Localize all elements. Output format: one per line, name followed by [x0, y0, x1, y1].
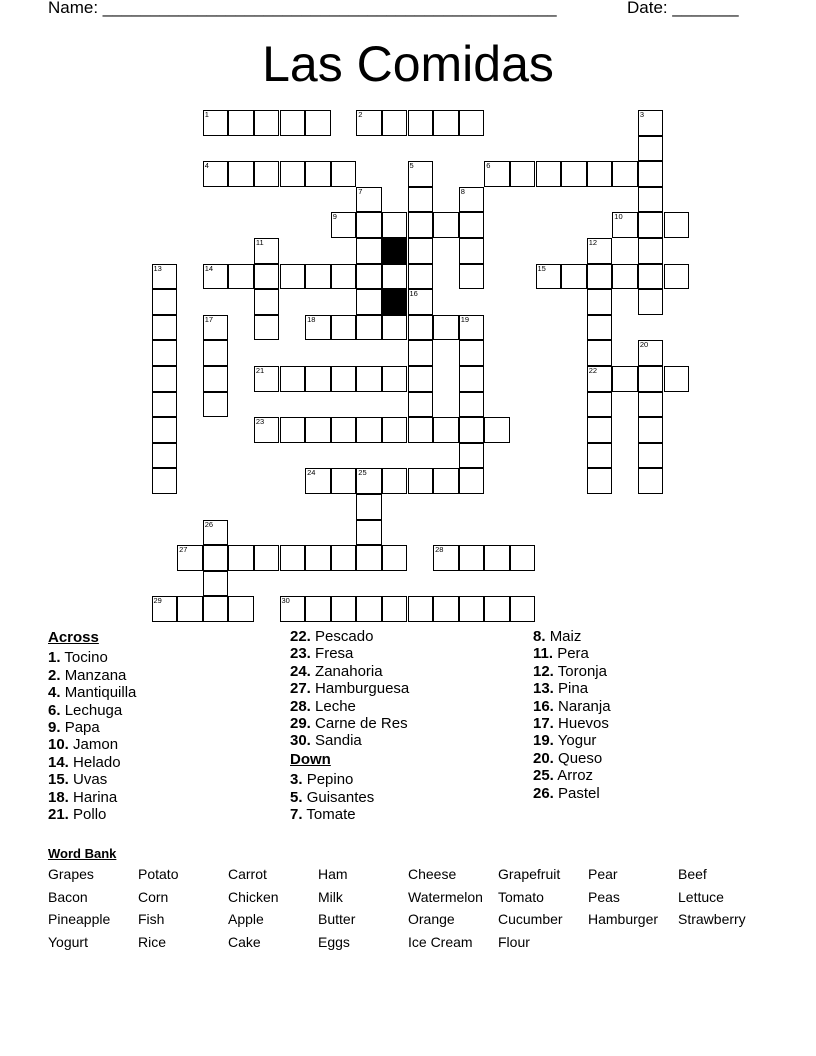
crossword-cell[interactable]: [433, 212, 459, 238]
crossword-cell[interactable]: [536, 161, 562, 187]
crossword-cell[interactable]: [484, 545, 510, 571]
clues-column-2: [290, 628, 409, 823]
crossword-cell[interactable]: [152, 315, 178, 341]
clue-across-23: 23. Fresa: [290, 645, 354, 663]
crossword-cell[interactable]: [408, 264, 434, 290]
crossword-cell[interactable]: [587, 289, 613, 315]
crossword-cell[interactable]: [408, 417, 434, 443]
clue-across-22: 22. Pescado: [290, 628, 374, 645]
crossword-cell[interactable]: [356, 264, 382, 290]
crossword-cell[interactable]: [587, 340, 613, 366]
clue-number: 4: [204, 161, 209, 171]
crossword-cell[interactable]: [561, 264, 587, 290]
crossword-cell[interactable]: [331, 212, 357, 238]
crossword-cell[interactable]: [638, 187, 664, 213]
word-bank-item: Orange: [408, 911, 455, 928]
word-bank-item: Eggs: [318, 934, 350, 951]
crossword-cell[interactable]: [433, 315, 459, 341]
crossword-cell[interactable]: [228, 596, 254, 622]
crossword-cell[interactable]: [408, 392, 434, 418]
crossword-cell[interactable]: [459, 212, 485, 238]
clue-across-2: 2. Manzana: [48, 666, 127, 684]
crossword-cell[interactable]: [638, 417, 664, 443]
crossword-cell[interactable]: [356, 238, 382, 264]
clue-down-17: 17. Huevos: [533, 715, 609, 733]
clue-down-7: 7. Tomate: [290, 806, 356, 824]
word-bank-item: Strawberry: [678, 911, 746, 928]
crossword-cell[interactable]: [177, 596, 203, 622]
crossword-cell[interactable]: [356, 289, 382, 315]
word-bank-item: Flour: [498, 934, 530, 951]
clue-across-10: 10. Jamon: [48, 736, 119, 754]
crossword-cell[interactable]: [356, 494, 382, 520]
clue-number: 29: [153, 596, 162, 606]
clue-down-25: 25. Arroz: [533, 767, 594, 785]
crossword-cell[interactable]: [382, 468, 408, 494]
crossword-cell[interactable]: [254, 289, 280, 315]
crossword-cell[interactable]: [587, 468, 613, 494]
crossword-cell[interactable]: [203, 571, 229, 597]
crossword-cell[interactable]: [433, 417, 459, 443]
clue-across-30: 30. Sandia: [290, 732, 362, 750]
crossword-cell[interactable]: [203, 392, 229, 418]
date-field[interactable]: Date: _______: [627, 0, 739, 17]
clue-number: 5: [409, 161, 414, 171]
crossword-cell[interactable]: [356, 417, 382, 443]
crossword-cell[interactable]: [305, 596, 331, 622]
crossword-cell[interactable]: [587, 238, 613, 264]
crossword-cell[interactable]: [356, 315, 382, 341]
clue-number: 30: [281, 596, 290, 606]
word-bank-item: Pineapple: [48, 911, 111, 928]
black-cell: [382, 238, 408, 264]
clue-across-29: 29. Carne de Res: [290, 715, 408, 733]
crossword-cell[interactable]: [510, 545, 536, 571]
clue-across-28: 28. Leche: [290, 697, 356, 715]
crossword-cell[interactable]: [254, 110, 280, 136]
clue-across-9: 9. Papa: [48, 719, 100, 737]
crossword-cell[interactable]: [152, 366, 178, 392]
crossword-cell[interactable]: [459, 596, 485, 622]
crossword-cell[interactable]: [331, 366, 357, 392]
crossword-cell[interactable]: [459, 238, 485, 264]
crossword-cell[interactable]: [459, 110, 485, 136]
clue-number: 21: [255, 366, 265, 375]
word-bank-item: Yogurt: [48, 934, 88, 951]
crossword-cell[interactable]: [587, 264, 613, 290]
crossword-cell[interactable]: [459, 366, 485, 392]
clue-number: 24: [307, 468, 316, 478]
word-bank-item: Carrot: [228, 866, 267, 882]
crossword-cell[interactable]: [331, 315, 357, 341]
crossword-cell[interactable]: [152, 289, 178, 315]
crossword-cell[interactable]: [638, 161, 664, 187]
crossword-cell[interactable]: [484, 596, 510, 622]
crossword-cell[interactable]: [280, 417, 306, 443]
clue-number: 11: [255, 238, 264, 247]
word-bank-item: Beef: [678, 866, 707, 882]
crossword-cell[interactable]: [356, 545, 382, 571]
crossword-cell[interactable]: [152, 340, 178, 366]
crossword-cell[interactable]: [228, 161, 254, 187]
crossword-cell[interactable]: [587, 443, 613, 469]
crossword-cell[interactable]: [382, 110, 408, 136]
crossword-cell[interactable]: [587, 161, 613, 187]
clues-column-3: [533, 628, 611, 802]
crossword-cell[interactable]: [484, 161, 510, 187]
clue-number: 9: [332, 212, 337, 222]
crossword-cell[interactable]: [408, 110, 434, 136]
crossword-cell[interactable]: [356, 520, 382, 546]
clue-number: 18: [307, 314, 316, 324]
clue-number: 3: [639, 110, 645, 119]
crossword-cell[interactable]: [638, 289, 664, 315]
word-bank-item: Grapes: [48, 866, 94, 882]
clue-down-13: 13. Pina: [533, 680, 589, 698]
crossword-cell[interactable]: [638, 212, 664, 238]
clue-number: 13: [153, 263, 162, 273]
crossword-cell[interactable]: [152, 443, 178, 469]
clue-number: 6: [486, 161, 491, 171]
crossword-cell[interactable]: [382, 417, 408, 443]
word-bank-item: Bacon: [48, 888, 88, 905]
word-bank-item: Potato: [138, 866, 179, 882]
crossword-cell[interactable]: [459, 417, 485, 443]
word-bank-item: Peas: [588, 888, 620, 905]
clue-down-26: 26. Pastel: [533, 784, 600, 802]
crossword-cell[interactable]: [408, 289, 434, 315]
word-bank-item: Cucumber: [498, 911, 563, 928]
clue-down-8: 8. Maiz: [533, 628, 582, 645]
crossword-cell[interactable]: [203, 340, 229, 366]
crossword-cell[interactable]: [356, 366, 382, 392]
word-bank-item: Milk: [318, 888, 343, 905]
crossword-cell[interactable]: [382, 315, 408, 341]
crossword-cell[interactable]: [280, 545, 306, 571]
word-bank-item: Pear: [588, 866, 618, 882]
clue-number: 7: [358, 186, 363, 196]
crossword-cell[interactable]: [254, 545, 280, 571]
crossword-cell[interactable]: [356, 212, 382, 238]
crossword-cell[interactable]: [408, 315, 434, 341]
crossword-cell[interactable]: [638, 468, 664, 494]
clue-number: 20: [639, 340, 649, 350]
clue-number: 28: [435, 545, 444, 555]
word-bank-item: Cake: [228, 934, 261, 951]
crossword-cell[interactable]: [228, 545, 254, 571]
crossword-cell[interactable]: [510, 596, 536, 622]
clue-number: 26: [204, 519, 214, 529]
crossword-cell[interactable]: [484, 417, 510, 443]
clue-number: 15: [537, 263, 546, 273]
crossword-cell[interactable]: [203, 366, 229, 392]
clue-down-16: 16. Naranja: [533, 697, 611, 715]
crossword-cell[interactable]: [280, 596, 306, 622]
page-title: Las Comidas: [262, 36, 554, 92]
crossword-cell[interactable]: [228, 110, 254, 136]
clue-number: 8: [460, 186, 465, 196]
crossword-cell[interactable]: [254, 315, 280, 341]
crossword-cell[interactable]: [612, 366, 638, 392]
crossword-cell[interactable]: [459, 468, 485, 494]
clue-number: 2: [358, 110, 363, 119]
clue-number: 12: [588, 238, 598, 247]
crossword-cell[interactable]: [152, 468, 178, 494]
clue-down-5: 5. Guisantes: [290, 788, 375, 806]
crossword-cell[interactable]: [331, 545, 357, 571]
crossword-cell[interactable]: [587, 315, 613, 341]
crossword-cell[interactable]: [664, 264, 690, 290]
crossword-cell[interactable]: [459, 264, 485, 290]
crossword-cell[interactable]: [305, 417, 331, 443]
crossword-cell[interactable]: [408, 468, 434, 494]
crossword-cell[interactable]: [254, 161, 280, 187]
crossword-cell[interactable]: [587, 417, 613, 443]
clue-number: 19: [460, 314, 470, 324]
crossword-cell[interactable]: [561, 161, 587, 187]
clue-across-4: 4. Mantiquilla: [48, 684, 137, 702]
word-bank-item: Cheese: [408, 866, 457, 882]
clue-across-27: 27. Hamburguesa: [290, 680, 410, 698]
crossword-cell[interactable]: [459, 545, 485, 571]
crossword-cell[interactable]: [382, 545, 408, 571]
word-bank-item: Hamburger: [588, 911, 659, 928]
clue-number: 27: [179, 545, 188, 555]
crossword-cell[interactable]: [408, 212, 434, 238]
word-bank-item: Rice: [138, 934, 167, 951]
word-bank-item: Fish: [138, 911, 165, 928]
crossword-cell[interactable]: [664, 366, 690, 392]
crossword-cell[interactable]: [408, 187, 434, 213]
word-bank-item: Apple: [228, 911, 264, 928]
crossword-cell[interactable]: [280, 161, 306, 187]
crossword-cell[interactable]: [203, 161, 229, 187]
clue-down-20: 20. Queso: [533, 749, 603, 767]
crossword-cell[interactable]: [203, 545, 229, 571]
crossword-cell[interactable]: [254, 417, 280, 443]
crossword-cell[interactable]: [408, 596, 434, 622]
name-field[interactable]: Name: ________________________________________________: [48, 0, 557, 17]
crossword-cell[interactable]: [331, 417, 357, 443]
crossword-cell[interactable]: [612, 161, 638, 187]
crossword-cell[interactable]: [177, 545, 203, 571]
clue-across-21: 21. Pollo: [48, 806, 107, 824]
crossword-cell[interactable]: [382, 212, 408, 238]
clue-across-18: 18. Harina: [48, 788, 118, 806]
crossword-cell[interactable]: [408, 366, 434, 392]
crossword-cell[interactable]: [254, 238, 280, 264]
crossword-cell[interactable]: [203, 520, 229, 546]
crossword-cell[interactable]: [280, 366, 306, 392]
crossword-cell[interactable]: [459, 340, 485, 366]
crossword-cell[interactable]: [638, 366, 664, 392]
clue-number: 17: [204, 314, 214, 324]
clue-number: 23: [255, 417, 265, 427]
crossword-cell[interactable]: [638, 238, 664, 264]
crossword-cell[interactable]: [433, 468, 459, 494]
clue-number: 25: [358, 468, 367, 478]
crossword-cell[interactable]: [280, 110, 306, 136]
crossword-cell[interactable]: [638, 443, 664, 469]
crossword-cell[interactable]: [459, 187, 485, 213]
crossword-cell[interactable]: [331, 161, 357, 187]
clue-down-12: 12. Toronja: [533, 662, 607, 680]
clue-across-6: 6. Lechuga: [48, 701, 123, 719]
word-bank-item: Butter: [318, 911, 356, 928]
word-bank-title: Word Bank: [48, 846, 117, 861]
crossword-cell[interactable]: [305, 110, 331, 136]
word-bank-item: Grapefruit: [498, 866, 561, 882]
crossword-cell[interactable]: [203, 110, 229, 136]
crossword-cell[interactable]: [510, 161, 536, 187]
crossword-cell[interactable]: [433, 545, 459, 571]
crossword-cell[interactable]: [305, 545, 331, 571]
clue-number: 22: [588, 366, 598, 375]
crossword-cell[interactable]: [203, 264, 229, 290]
word-bank-item: Tomato: [498, 888, 544, 905]
crossword-cell[interactable]: [408, 161, 434, 187]
clue-across-1: 1. Tocino: [48, 649, 108, 667]
crossword-cell[interactable]: [280, 264, 306, 290]
crossword-cell[interactable]: [664, 212, 690, 238]
crossword-cell[interactable]: [638, 264, 664, 290]
crossword-cell[interactable]: [254, 264, 280, 290]
crossword-cell[interactable]: [638, 136, 664, 162]
crossword-cell[interactable]: [612, 212, 638, 238]
crossword-cell[interactable]: [638, 110, 664, 136]
crossword-cell[interactable]: [228, 264, 254, 290]
clue-across-15: 15. Uvas: [48, 771, 108, 789]
clue-number: 14: [204, 263, 214, 273]
crossword-cell[interactable]: [305, 161, 331, 187]
crossword-cell[interactable]: [356, 110, 382, 136]
word-bank-item: Ham: [318, 866, 348, 882]
crossword-cell[interactable]: [356, 187, 382, 213]
word-bank-item: Lettuce: [678, 888, 724, 905]
down-heading: Down: [290, 750, 331, 768]
black-cell: [382, 289, 408, 315]
word-bank: [48, 866, 778, 957]
crossword-cell[interactable]: [331, 596, 357, 622]
crossword-cell[interactable]: [408, 238, 434, 264]
clue-down-3: 3. Pepino: [290, 771, 354, 789]
clue-number: 10: [614, 212, 623, 222]
crossword-cell[interactable]: [305, 315, 331, 341]
crossword-cell[interactable]: [152, 264, 178, 290]
crossword-cell[interactable]: [638, 340, 664, 366]
crossword-cell[interactable]: [433, 110, 459, 136]
clue-down-19: 19. Yogur: [533, 732, 597, 750]
across-heading: Across: [48, 629, 99, 646]
word-bank-item: Chicken: [228, 888, 279, 905]
crossword-cell[interactable]: [638, 392, 664, 418]
clue-number: 1: [204, 110, 209, 119]
crossword-cell[interactable]: [382, 264, 408, 290]
clue-down-11: 11. Pera: [533, 645, 589, 663]
crossword-cell[interactable]: [152, 417, 178, 443]
crossword-cell[interactable]: [152, 392, 178, 418]
word-bank-item: Ice Cream: [408, 934, 473, 951]
crossword-cell[interactable]: [203, 315, 229, 341]
crossword-cell[interactable]: [408, 340, 434, 366]
crossword-cell[interactable]: [254, 366, 280, 392]
crossword-cell[interactable]: [331, 264, 357, 290]
crossword-cell[interactable]: [459, 315, 485, 341]
clue-across-14: 14. Helado: [48, 753, 121, 771]
crossword-cell[interactable]: [433, 596, 459, 622]
crossword-cell[interactable]: [587, 366, 613, 392]
clues-column-1: [48, 628, 136, 823]
crossword-cell[interactable]: [382, 596, 408, 622]
crossword-cell[interactable]: [382, 366, 408, 392]
crossword-cell[interactable]: [152, 596, 178, 622]
crossword-cell[interactable]: [356, 468, 382, 494]
crossword-cell[interactable]: [331, 468, 357, 494]
crossword-cell[interactable]: [356, 596, 382, 622]
crossword-cell[interactable]: [459, 392, 485, 418]
crossword-cell[interactable]: [612, 264, 638, 290]
clue-across-24: 24. Zanahoria: [290, 662, 383, 680]
crossword-cell[interactable]: [305, 366, 331, 392]
word-bank-item: Corn: [138, 888, 169, 905]
clue-number: 16: [409, 289, 418, 299]
crossword-cell[interactable]: [536, 264, 562, 290]
crossword-cell[interactable]: [587, 392, 613, 418]
crossword-cell[interactable]: [203, 596, 229, 622]
crossword-cell[interactable]: [459, 443, 485, 469]
word-bank-item: Watermelon: [408, 888, 483, 905]
crossword-cell[interactable]: [305, 468, 331, 494]
crossword-cell[interactable]: [305, 264, 331, 290]
